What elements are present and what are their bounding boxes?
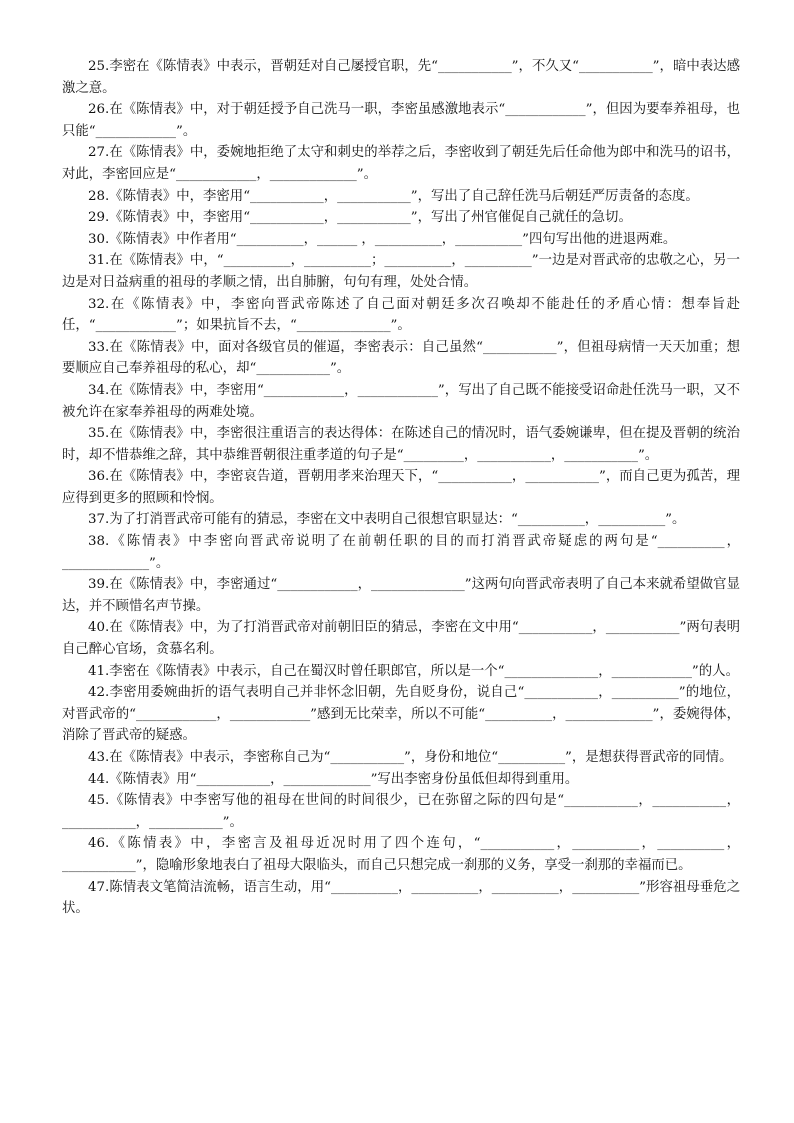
question-35: 35.在《陈情表》中，李密很注重语言的表达得体：在陈述自己的情况时，语气委婉谦卑，但在提及晋朝的统治时，却不惜恭维之辞，其中恭维晋朝很注重孝道的句子是“_________，___________，___________”。: [62, 426, 740, 463]
question-31: 31.在《陈情表》中，“__________，__________；__________，__________”一边是对晋武帝的忠敬之心，另一边是对日益病重的祖母的孝顺之情，出自肺腑，句句有理，处处合情。: [62, 253, 740, 290]
question-26: 26.在《陈情表》中，对于朝廷授予自己洗马一职，李密虽感激地表示“____________”，但因为要奉养祖母，也只能“____________”。: [62, 102, 740, 139]
question-39: 39.在《陈情表》中，李密通过“____________，______________”这两句向晋武帝表明了自己本来就希望做官显达，并不顾惜名声节操。: [62, 577, 740, 614]
question-38: 38.《陈情表》中李密向晋武帝说明了在前朝任职的目的而打消晋武帝疑虑的两句是“__________，_____________”。: [62, 534, 740, 571]
question-46: 46.《陈情表》中，李密言及祖母近况时用了四个连句，“___________，__________，__________，___________”，隐喻形象地表白了祖母大限临头，而自己只想完成一刹那的义务，享受一刹那的幸福而已。: [62, 836, 740, 873]
question-37: 37.为了打消晋武帝可能有的猜忌，李密在文中表明自己很想官职显达：“__________，__________”。: [88, 512, 686, 528]
question-43: 43.在《陈情表》中表示，李密称自己为“___________”，身份和地位“__________”，是想获得晋武帝的同情。: [88, 750, 733, 765]
question-33: 33.在《陈情表》中，面对各级官员的催逼，李密表示：自己虽然“___________”，但祖母病情一天天加重；想要顺应自己奉养祖母的私心，却“___________”。: [62, 339, 740, 377]
question-29: 29.《陈情表》中，李密用“___________，___________”，写出了州官催促自己就任的急切。: [88, 210, 632, 226]
question-27: 27.在《陈情表》中，委婉地拒绝了太守和刺史的举荐之后，李密收到了朝廷先后任命他为郎中和洗马的诏书，对此，李密回应是“____________，_____________”。: [62, 145, 740, 182]
question-47: 47.陈情表文笔简洁流畅，语言生动，用“__________，__________，__________，__________”形容祖母垂危之状。: [62, 879, 740, 917]
question-44: 44.《陈情表》用“___________，_____________”写出李密身份虽低但却得到重用。: [88, 771, 579, 787]
question-28: 28.《陈情表》中，李密用“___________，___________”，写出了自己辞任洗马后朝廷严厉责备的态度。: [88, 188, 699, 204]
question-40: 40.在《陈情表》中，为了打消晋武帝对前朝旧臣的猜忌，李密在文中用“___________，___________”两句表明自己醉心官场，贪慕名利。: [62, 620, 740, 658]
question-42: 42.李密用委婉曲折的语气表明自己并非怀念旧朝，先自贬身份，说自己“___________，__________”的地位，对晋武帝的“____________，____________”感到无比荣幸，所以不可能“__________，_____________”，委婉得体，消除了晋武帝的疑惑。: [62, 685, 740, 744]
exercise-document: [62, 56, 740, 920]
question-30: 30.《陈情表》中作者用“__________，______ ，__________，__________”四句写出他的进退两难。: [88, 231, 677, 247]
question-25: 25.李密在《陈情表》中表示，晋朝廷对自己屡授官职，先“___________”，不久又“___________”，暗中表达感激之意。: [62, 59, 740, 96]
question-41: 41.李密在《陈情表》中表示，自己在蜀汉时曾任职郎官，所以是一个“______________，____________”的人。: [88, 663, 739, 679]
question-32: 32.在《陈情表》中，李密向晋武帝陈述了自己面对朝廷多次召唤却不能赴任的矛盾心情：想奉旨赴任，“____________”；如果抗旨不去，“______________”。: [62, 296, 740, 334]
question-45: 45.《陈情表》中李密写他的祖母在世间的时间很少，已在弥留之际的四句是“___________，___________，___________，___________”。: [62, 793, 740, 830]
question-36: 36.在《陈情表》中，李密哀告道，晋朝用孝来治理天下，“___________，___________”，而自己更为孤苦，理应得到更多的照顾和怜悯。: [62, 469, 740, 506]
question-34: 34.在《陈情表》中，李密用“____________，____________”，写出了自己既不能接受诏命赴任洗马一职，又不被允许在家奉养祖母的两难处境。: [62, 382, 740, 420]
